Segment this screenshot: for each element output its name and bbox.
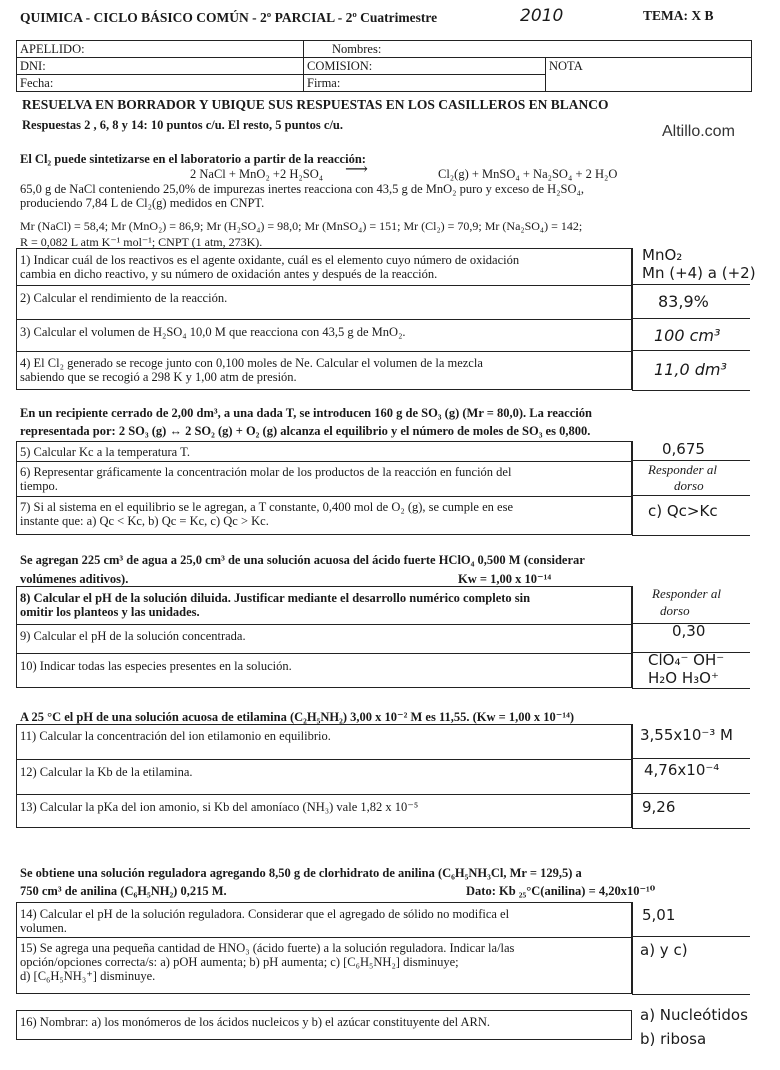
fecha-field[interactable]: Fecha: [17, 75, 304, 92]
instructions-main: RESUELVA EN BORRADOR Y UBIQUE SUS RESPUESTAS EN LOS CASILLEROS EN BLANCO [22, 97, 609, 112]
q9-answer[interactable]: 0,30 [672, 622, 706, 640]
q2-answer[interactable]: 83,9% [658, 292, 709, 311]
s1-data2: R = 0,082 L atm K⁻¹ mol⁻¹; CNPT (1 atm, 273K). [20, 235, 263, 249]
q8-answer-line2[interactable]: dorso [660, 603, 690, 618]
firma-field[interactable]: Firma: [304, 75, 546, 92]
s4-question-table [16, 724, 632, 828]
q13-answer[interactable]: 9,26 [642, 798, 676, 816]
s3-text1: Se agregan 225 cm³ de agua a 25,0 cm³ de una solución acuosa del ácido fuerte HClO₄ 0,500 M (considerar [20, 553, 585, 567]
q8-text: 8) Calcular el pH de la solución diluida. Justificar mediante el desarrollo numérico completo sin omitir los planteos y las unidades. [20, 591, 531, 619]
s1-data1: Mr (NaCl) = 58,4; Mr (MnO₂) = 86,9; Mr (H₂SO₄) = 98,0; Mr (MnSO₄) = 151; Mr (Cl₂) = 70,9; Mr (Na₂SO₄) = 142; [20, 219, 583, 233]
exam-tema: TEMA: X B [643, 8, 714, 23]
nota-field[interactable]: NOTA [546, 58, 752, 92]
s1-question-table [16, 248, 632, 390]
apellido-field[interactable]: APELLIDO: [17, 41, 304, 58]
instructions-points: Respuestas 2 , 6, 8 y 14: 10 puntos c/u. El resto, 5 puntos c/u. [22, 118, 343, 132]
q10-answer-line2[interactable]: H₂O H₃O⁺ [648, 669, 719, 687]
q16-question-box [16, 1010, 632, 1040]
s1-reaction-left: 2 NaCl + MnO₂ +2 H₂SO₄ [190, 167, 324, 181]
comision-field[interactable]: COMISION: [304, 58, 546, 75]
s3-text2: volúmenes aditivos). [20, 572, 129, 586]
q12-text: 12) Calcular la Kb de la etilamina. [20, 765, 193, 779]
q6-answer-line2[interactable]: dorso [674, 478, 704, 493]
s1-text2: produciendo 7,84 L de Cl₂(g) medidos en CNPT. [20, 196, 265, 210]
q5-text: 5) Calcular Kc a la temperatura T. [20, 445, 190, 459]
q16-answer-line2[interactable]: b) ribosa [640, 1030, 707, 1048]
q12-answer[interactable]: 4,76x10⁻⁴ [644, 761, 720, 779]
exam-year: 2010 [520, 6, 564, 26]
s1-text1: 65,0 g de NaCl conteniendo 25,0% de impurezas inertes reacciona con 43,5 g de MnO₂ puro y exceso de H₂SO₄, [20, 182, 584, 196]
q13-text: 13) Calcular la pKa del ion amonio, si Kb del amoníaco (NH₃) vale 1,82 x 10⁻⁵ [20, 800, 419, 814]
q14-text: 14) Calcular el pH de la solución reguladora. Considerar que el agregado de sólido no modifica el volumen. [20, 907, 510, 935]
q10-answer-line1[interactable]: ClO₄⁻ OH⁻ [648, 651, 725, 669]
s5-text2: 750 cm³ de anilina (C₆H₅NH₂) 0,215 M. [20, 884, 227, 898]
s5-question-table [16, 902, 632, 994]
q16-answer-line1[interactable]: a) Nucleótidos [640, 1006, 748, 1024]
s2-question-table [16, 441, 632, 535]
q1-answer-line2[interactable]: Mn (+4) a (+2) [642, 264, 756, 282]
q1-answer-line1[interactable]: MnO₂ [642, 246, 683, 264]
q4-text: 4) El Cl₂ generado se recoge junto con 0,100 moles de Ne. Calcular el volumen de la mezcla sabiendo que se recogió a 298 K y 1,00 atm de presión. [20, 356, 483, 384]
student-info-form [16, 40, 752, 92]
q1-text: 1) Indicar cuál de los reactivos es el agente oxidante, cuál es el elemento cuyo número de oxidación cambia en dicho reactivo, y su número de oxidación antes y después de la reacción. [20, 253, 520, 281]
s2-text1: En un recipiente cerrado de 2,00 dm³, a una dada T, se introducen 160 g de SO₃ (g) (Mr = 80,0). La reacción [20, 406, 592, 420]
q4-answer[interactable]: 11,0 dm³ [654, 360, 727, 379]
q15-answer[interactable]: a) y c) [640, 941, 688, 959]
exam-title: QUIMICA - CICLO BÁSICO COMÚN - 2º PARCIAL - 2º Cuatrimestre [20, 10, 438, 25]
s3-kw: Kw = 1,00 x 10⁻¹⁴ [458, 572, 552, 586]
s4-text1: A 25 °C el pH de una solución acuosa de etilamina (C₂H₅NH₂) 3,00 x 10⁻² M es 11,55. (Kw = 1,00 x 10⁻¹⁴) [20, 710, 575, 724]
q7-text: 7) Si al sistema en el equilibrio se le agregan, a T constante, 0,400 mol de O₂ (g), se cumple en ese instante que: a) Qc < Kc, b) Qc = Kc, c) Qc > Kc. [20, 500, 513, 528]
q11-text: 11) Calcular la concentración del ion etilamonio en equilibrio. [20, 729, 331, 743]
q5-answer[interactable]: 0,675 [662, 440, 705, 458]
q16-text: 16) Nombrar: a) los monómeros de los ácidos nucleicos y b) el azúcar constituyente del ARN. [20, 1015, 491, 1029]
q10-text: 10) Indicar todas las especies presentes en la solución. [20, 659, 292, 673]
reaction-arrow-icon: ⟶ [345, 161, 368, 178]
s3-question-table [16, 586, 632, 688]
s2-text2: representada por: 2 SO₃ (g) ↔ 2 SO₂ (g) + O₂ (g) alcanza el equilibrio y el número de moles de SO₃ es 0,800. [20, 424, 591, 438]
nombres-field[interactable]: Nombres: [304, 41, 752, 58]
q6-answer-line1[interactable]: Responder al [648, 462, 717, 477]
q14-answer[interactable]: 5,01 [642, 906, 676, 924]
q3-text: 3) Calcular el volumen de H₂SO₄ 10,0 M que reacciona con 43,5 g de MnO₂. [20, 325, 406, 339]
q8-answer-line1[interactable]: Responder al [652, 586, 721, 601]
s5-dato: Dato: Kb ₂₅°C(anilina) = 4,20x10⁻¹⁰ [466, 884, 656, 898]
watermark-logo: Altillo.com [662, 123, 735, 140]
q3-answer[interactable]: 100 cm³ [654, 326, 721, 345]
q7-answer[interactable]: c) Qc>Kc [648, 502, 718, 520]
q15-text: 15) Se agrega una pequeña cantidad de HNO₃ (ácido fuerte) a la solución reguladora. Indicar la/las opción/opciones correcta/s: a) pOH aumenta; b) pH aumenta; c) [C₆H₅NH₂] disminuye; d) [C₆H₅NH₃⁺] disminuye. [20, 941, 515, 983]
q6-text: 6) Representar gráficamente la concentración molar de los productos de la reacción en función del tiempo. [20, 465, 512, 493]
s1-reaction-right: Cl₂(g) + MnSO₄ + Na₂SO₄ + 2 H₂O [438, 167, 618, 181]
q11-answer[interactable]: 3,55x10⁻³ M [640, 726, 734, 744]
s5-text1: Se obtiene una solución reguladora agregando 8,50 g de clorhidrato de anilina (C₆H₅NH₃Cl, Mr = 129,5) a [20, 866, 582, 880]
q2-text: 2) Calcular el rendimiento de la reacción. [20, 291, 228, 305]
q9-text: 9) Calcular el pH de la solución concentrada. [20, 629, 246, 643]
dni-field[interactable]: DNI: [17, 58, 304, 75]
s1-intro: El Cl₂ puede sintetizarse en el laboratorio a partir de la reacción: [20, 152, 366, 166]
